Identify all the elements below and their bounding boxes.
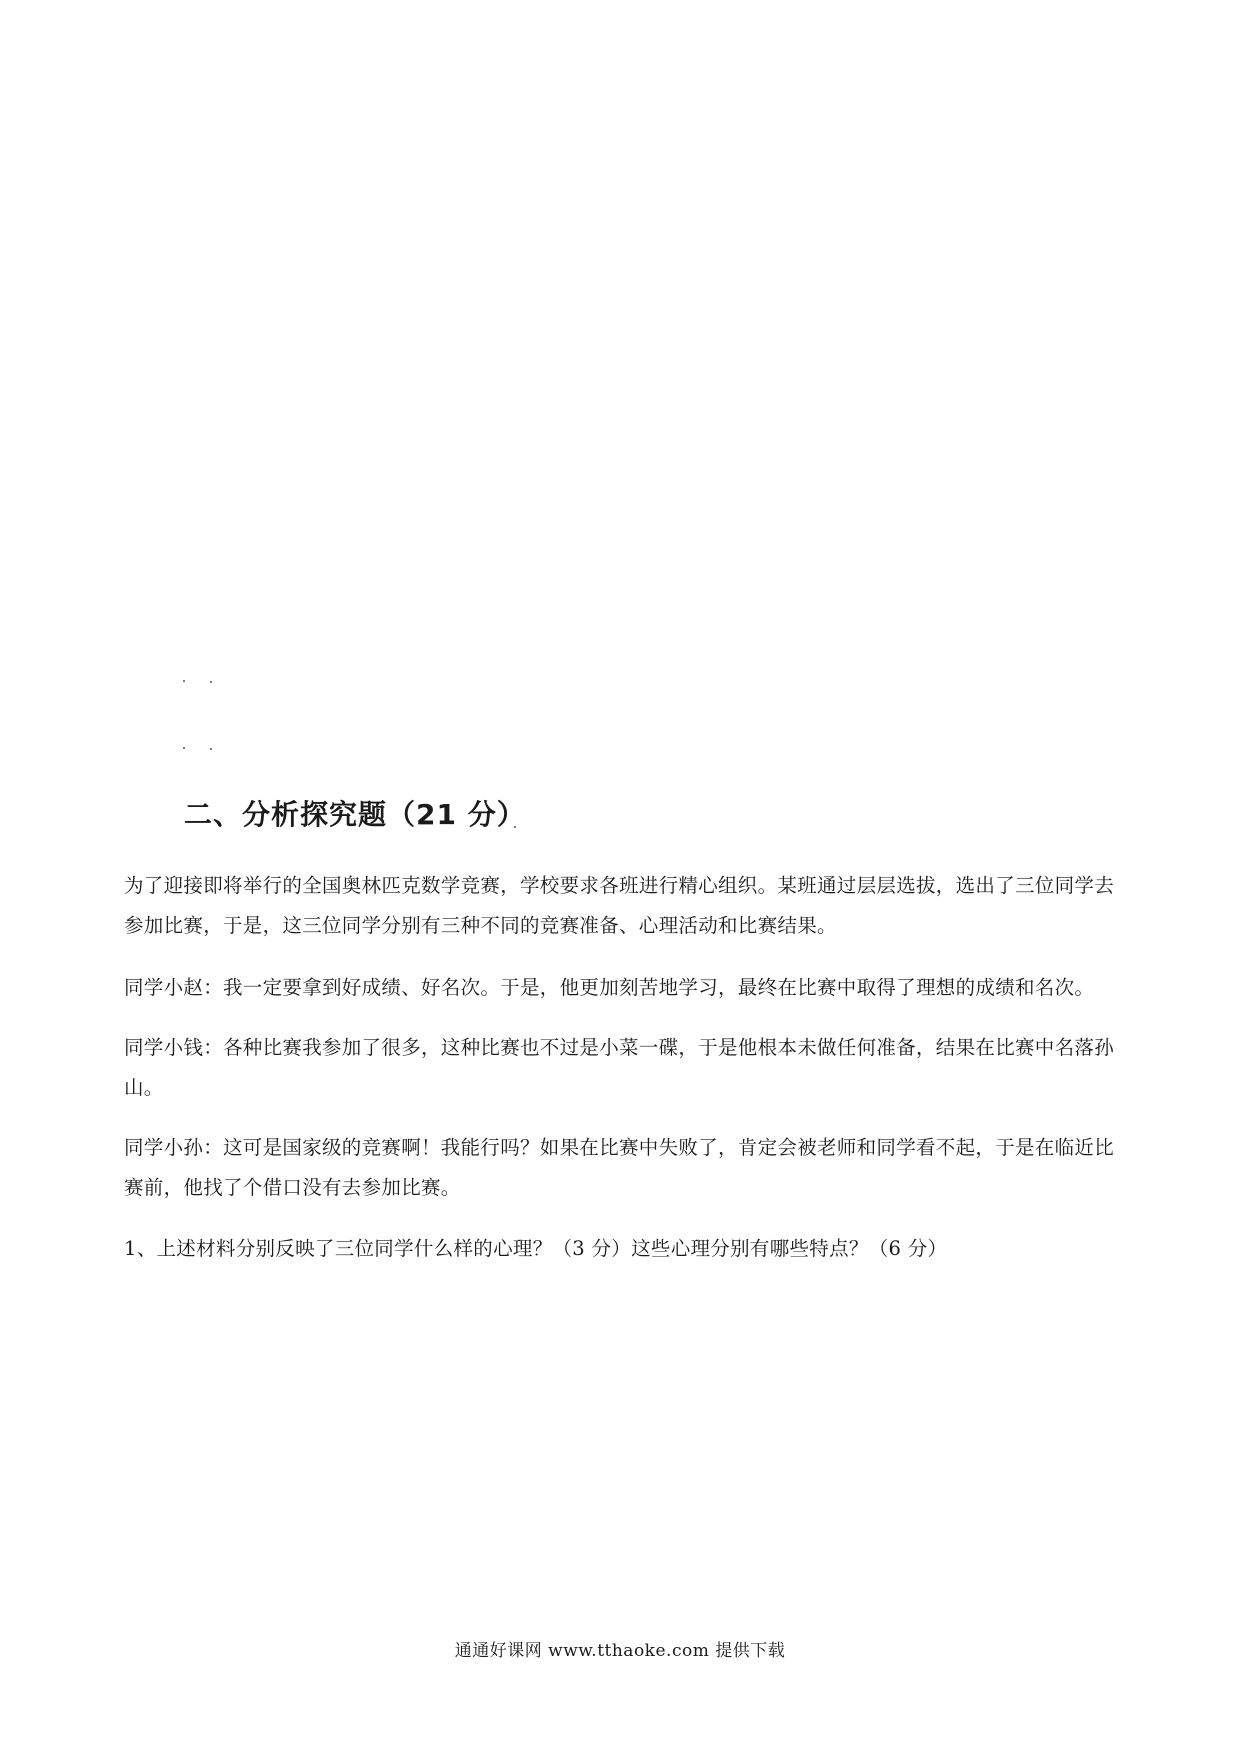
material-qian: 同学小钱：各种比赛我参加了很多，这种比赛也不过是小菜一碟，于是他根本未做任何准备，结果在比赛中名落孙山。 — [124, 1036, 1115, 1099]
scan-speck — [183, 680, 185, 682]
page-footer: 通通好课网 www.tthaoke.com 提供下载 — [454, 1641, 786, 1661]
material-sun: 同学小孙：这可是国家级的竞赛啊！我能行吗？如果在比赛中失败了，肯定会被老师和同学看不起，于是在临近比赛前，他找了个借口没有去参加比赛。 — [124, 1136, 1115, 1199]
material-zhao: 同学小赵：我一定要拿到好成绩、好名次。于是，他更加刻苦地学习，最终在比赛中取得了理想的成绩和名次。 — [124, 976, 1095, 999]
scan-speck — [183, 747, 185, 749]
section-heading: 二、分析探究题（21 分） — [184, 798, 526, 831]
scan-speck — [210, 748, 212, 750]
material-intro: 为了迎接即将举行的全国奥林匹克数学竞赛，学校要求各班进行精心组织。某班通过层层选拔，选出了三位同学去参加比赛，于是，这三位同学分别有三种不同的竞赛准备、心理活动和比赛结果。 — [124, 874, 1115, 937]
question-1: 1、上述材料分别反映了三位同学什么样的心理？（3 分）这些心理分别有哪些特点？（6 分） — [124, 1237, 948, 1260]
scan-speck — [210, 681, 212, 683]
